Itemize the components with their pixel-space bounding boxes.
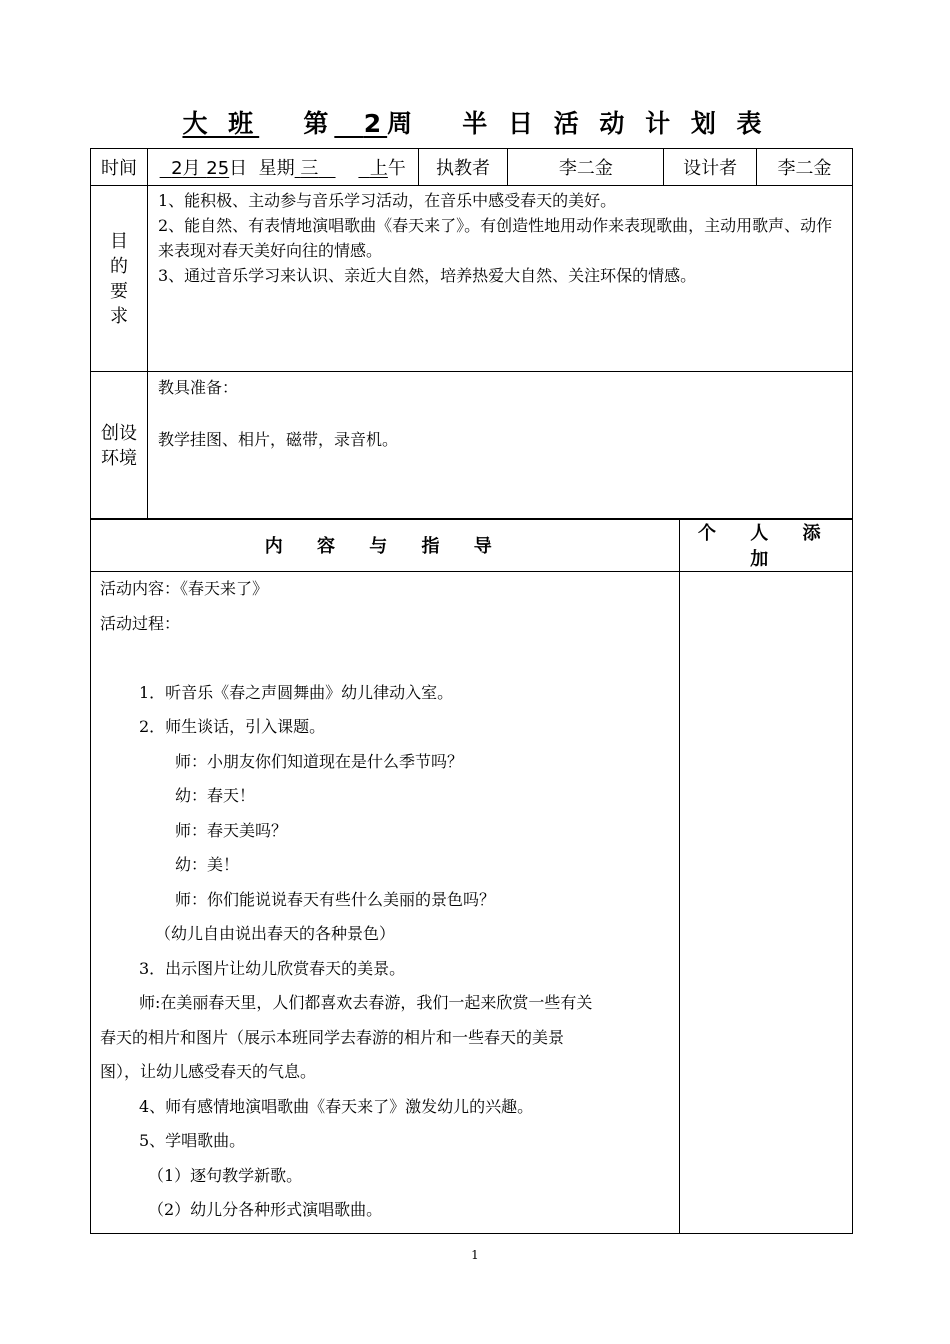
step-4: 4、师有感情地演唱歌曲《春天来了》激发幼儿的兴趣。 [139, 1096, 534, 1116]
personal-add-body [680, 572, 853, 1234]
step-3-paragraph: 师:在美丽春天里，人们都喜欢去春游，我们一起来欣赏一些有关 春天的相片和图片（展示本班同学去春游的相片和一些春天的美景 图），让幼儿感受春天的气息。 [100, 993, 593, 1081]
content-guide-header: 内 容 与 指 导 [91, 519, 680, 572]
page-title [0, 104, 950, 140]
activity-process: 活动过程： [100, 613, 181, 633]
time-label: 时间 [91, 149, 148, 186]
activity-content: 活动内容：《春天来了》 [100, 579, 269, 598]
designer-label: 设计者 [664, 149, 757, 186]
dialogue-line: 师：你们能说说春天有些什么美丽的景色吗？ [175, 889, 496, 909]
dialogue-line: 幼：美！ [175, 855, 240, 874]
dialogue-line: 幼：春天！ [175, 786, 256, 805]
date-cell: 2月 25日 星期 三 上午 [147, 149, 418, 186]
designer-name: 李二金 [757, 149, 853, 186]
content-guide-body [91, 572, 680, 1234]
week-suffix: 周 [387, 109, 419, 138]
week-prefix: 第 [303, 109, 335, 138]
step-1: 1．听音乐《春之声圆舞曲》幼儿律动入室。 [139, 682, 454, 702]
personal-add-header: 个 人 添 加 [680, 519, 853, 572]
dialogue-note: （幼儿自由说出春天的各种景色） [155, 924, 396, 943]
goal-item: 3、通过音乐学习来认识、亲近大自然，培养热爱大自然、关注环保的情感。 [157, 266, 697, 285]
plan-title: 半 日 活 动 计 划 表 [462, 109, 768, 138]
dialogue-line: 师：春天美吗？ [175, 820, 288, 840]
teacher-label: 执教者 [418, 149, 508, 186]
class-name: 大 班 [182, 109, 260, 138]
dialogue-line: 师：小朋友你们知道现在是什么季节吗？ [175, 751, 464, 771]
environment-content [147, 372, 852, 520]
step-2: 2．师生谈话，引入课题。 [139, 717, 326, 736]
goals-label: 目 的 要 求 [91, 186, 148, 372]
goals-content [147, 186, 852, 372]
goal-item: 2、能自然、有表情地演唱歌曲《春天来了》。有创造性地用动作来表现歌曲，主动用歌声、动作来表现对春天美好向往的情感。 [157, 216, 833, 260]
content-table [90, 518, 853, 1234]
page-number: 1 [471, 1248, 479, 1262]
step-3: 3．出示图片让幼儿欣赏春天的美景。 [139, 958, 406, 978]
week-number: 2 [363, 109, 388, 138]
step-5-sub: （2）幼儿分各种形式演唱歌曲。 [148, 1200, 383, 1219]
step-5: 5、学唱歌曲。 [139, 1131, 246, 1150]
teacher-name: 李二金 [508, 149, 664, 186]
plan-info-table [90, 148, 853, 520]
environment-label: 创设 环境 [91, 372, 148, 520]
step-5-sub: （1）逐句教学新歌。 [148, 1165, 303, 1185]
goal-item: 1、能积极、主动参与音乐学习活动，在音乐中感受春天的美好。 [157, 191, 617, 210]
environment-heading: 教具准备： [157, 378, 238, 397]
environment-items: 教学挂图、相片，磁带，录音机。 [157, 430, 398, 449]
